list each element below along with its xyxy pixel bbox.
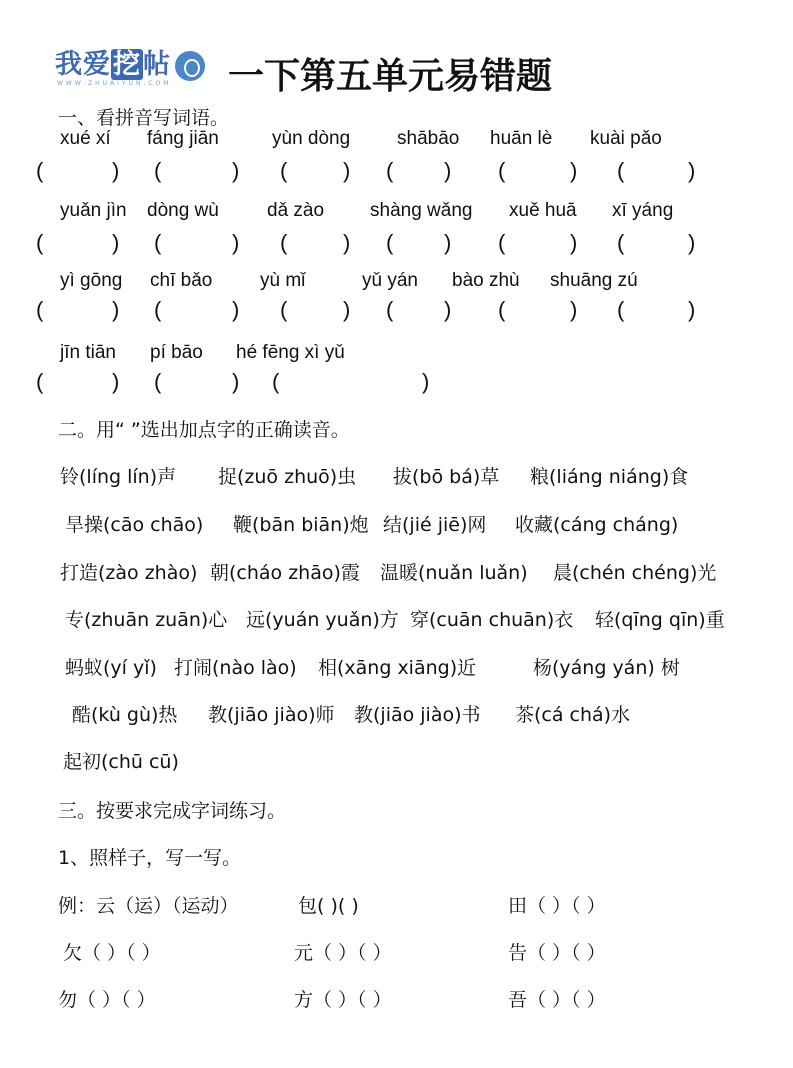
pinyin: shàng wǎng (370, 200, 473, 221)
reading-item: 穿(cuān chuān)衣 (410, 609, 574, 631)
reading-item: 酷(kù gù)热 (72, 704, 178, 726)
reading-item: 杨(yáng yán) 树 (533, 657, 680, 679)
reading-item: 旱操(cāo chāo) (65, 514, 204, 536)
logo-subtext: WWW.ZHUAIYUN.COM (57, 80, 172, 87)
answer-paren-open: ( (36, 158, 44, 183)
exercise-item: 田（ ）（ ） (508, 895, 606, 917)
answer-paren-close: ) (343, 297, 351, 322)
answer-paren-open: ( (617, 158, 625, 183)
reading-item: 教(jiāo jiào)师 (208, 704, 335, 726)
answer-paren-open: ( (280, 158, 288, 183)
pinyin: chī bǎo (150, 270, 213, 291)
reading-item: 打闹(nào lào) (174, 657, 297, 679)
answer-paren-close: ) (688, 158, 696, 183)
answer-paren-close: ) (422, 369, 430, 394)
pinyin: xī yáng (612, 200, 674, 221)
pinyin: yǔ yán (362, 270, 418, 291)
reading-item: 捉(zuō zhuō)虫 (218, 466, 357, 488)
pinyin: xuě huā (509, 200, 577, 221)
pinyin: shābāo (397, 128, 460, 149)
exercise-item: 吾（ ）（ ） (508, 989, 606, 1011)
reading-item: 温暖(nuǎn luǎn) (380, 562, 528, 584)
page-title: 一下第五单元易错题 (228, 55, 553, 97)
reading-item: 打造(zào zhào) (60, 562, 198, 584)
reading-item: 朝(cháo zhāo)霞 (210, 562, 360, 584)
reading-item: 结(jié jiē)网 (383, 514, 487, 536)
reading-item: 相(xāng xiāng)近 (318, 657, 477, 679)
exercise-item: 告（ ）（ ） (508, 942, 606, 964)
pinyin: kuài pǎo (590, 128, 662, 149)
answer-paren-open: ( (36, 297, 44, 322)
answer-paren-open: ( (498, 297, 506, 322)
pinyin: huān lè (490, 128, 553, 149)
section3-subheading: 1、照样子，写一写。 (58, 847, 242, 869)
answer-paren-close: ) (112, 158, 120, 183)
reading-item: 专(zhuān zuān)心 (65, 609, 228, 631)
answer-paren-close: ) (112, 230, 120, 255)
answer-paren-open: ( (617, 297, 625, 322)
pinyin: yùn dòng (272, 128, 351, 149)
answer-paren-close: ) (343, 158, 351, 183)
answer-paren-open: ( (280, 230, 288, 255)
reading-item: 茶(cá chá)水 (515, 704, 631, 726)
answer-paren-open: ( (498, 158, 506, 183)
answer-paren-close: ) (444, 297, 452, 322)
reading-item: 铃(líng lín)声 (60, 466, 177, 488)
pinyin: dòng wù (147, 200, 219, 221)
reading-item: 粮(liáng niáng)食 (530, 466, 689, 488)
answer-paren-close: ) (444, 230, 452, 255)
section3-heading: 三。按要求完成字词练习。 (58, 800, 287, 822)
logo-part1: 我爱 (55, 49, 111, 80)
pinyin: jīn tiān (60, 342, 116, 363)
pinyin: yù mǐ (260, 270, 306, 291)
answer-paren-close: ) (343, 230, 351, 255)
answer-paren-close: ) (570, 230, 578, 255)
answer-paren-close: ) (232, 158, 240, 183)
answer-paren-open: ( (498, 230, 506, 255)
answer-paren-open: ( (154, 158, 162, 183)
answer-paren-close: ) (570, 297, 578, 322)
pinyin: pí bāo (150, 342, 203, 363)
answer-paren-open: ( (36, 230, 44, 255)
answer-paren-open: ( (280, 297, 288, 322)
answer-paren-open: ( (154, 230, 162, 255)
reading-item: 轻(qīng qīn)重 (595, 609, 725, 631)
reading-item: 拔(bō bá)草 (393, 466, 500, 488)
reading-item: 教(jiāo jiào)书 (354, 704, 481, 726)
logo-badge-icon (175, 51, 205, 81)
reading-item: 收藏(cáng cháng) (515, 514, 679, 536)
answer-paren-open: ( (386, 297, 394, 322)
exercise-item: 包( )( ) (298, 895, 359, 917)
pinyin: bào zhù (452, 270, 520, 291)
reading-item: 起初(chū cū) (63, 751, 179, 773)
answer-paren-open: ( (154, 369, 162, 394)
answer-paren-open: ( (272, 369, 280, 394)
logo-text (55, 49, 171, 80)
section1-heading: 一、看拼音写词语。 (58, 107, 230, 129)
reading-item: 鞭(bān biān)炮 (233, 514, 369, 536)
exercise-item: 欠（ ）（ ） (63, 942, 161, 964)
section2-heading: 二。用“ ”选出加点字的正确读音。 (58, 419, 350, 441)
logo-part3: 帖 (143, 49, 171, 80)
pinyin: fáng jiān (147, 128, 219, 149)
answer-paren-close: ) (688, 297, 696, 322)
answer-paren-close: ) (444, 158, 452, 183)
reading-item: 远(yuán yuǎn)方 (246, 609, 399, 631)
exercise-item: 例：云（运）（运动） (58, 895, 239, 917)
pinyin: yì gōng (60, 270, 123, 291)
answer-paren-close: ) (688, 230, 696, 255)
answer-paren-open: ( (617, 230, 625, 255)
site-logo (55, 42, 205, 92)
pinyin: yuǎn jìn (60, 200, 127, 221)
answer-paren-close: ) (112, 297, 120, 322)
answer-paren-open: ( (386, 158, 394, 183)
reading-item: 蚂蚁(yí yǐ) (65, 657, 157, 679)
answer-paren-open: ( (154, 297, 162, 322)
exercise-item: 勿（ ）（ ） (58, 989, 156, 1011)
answer-paren-open: ( (36, 369, 44, 394)
answer-paren-close: ) (570, 158, 578, 183)
answer-paren-open: ( (386, 230, 394, 255)
answer-paren-close: ) (232, 297, 240, 322)
pinyin: shuāng zú (550, 270, 638, 291)
answer-paren-close: ) (232, 369, 240, 394)
answer-paren-close: ) (232, 230, 240, 255)
exercise-item: 方（ ）（ ） (294, 989, 392, 1011)
pinyin: dǎ zào (267, 200, 325, 221)
answer-paren-close: ) (112, 369, 120, 394)
reading-item: 晨(chén chéng)光 (553, 562, 717, 584)
pinyin: hé fēng xì yǔ (236, 342, 345, 363)
exercise-item: 元（ ）（ ） (294, 942, 392, 964)
pinyin: xué xí (60, 128, 111, 149)
logo-part2: 挖 (113, 49, 141, 80)
